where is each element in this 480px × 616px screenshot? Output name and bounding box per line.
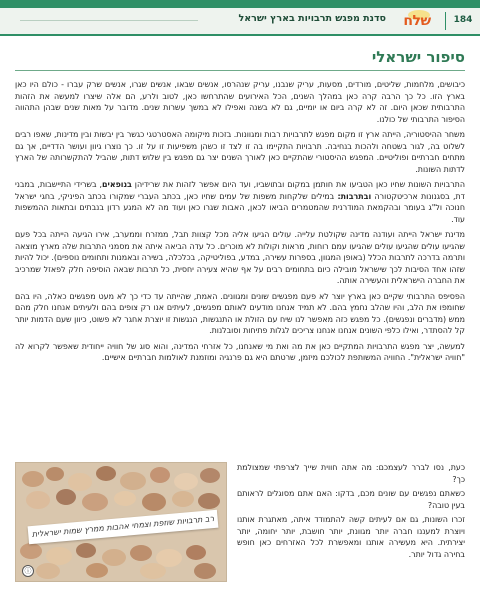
paragraph: זכרו השונות, גם אם לעיתים קשה להתמודד איתה, מאתגרת אותנו ויוצרת למעננו חברה יותר מגוונת, יותר חושבת, יותר יחומה, יותר יצירתית. היא מעשירה אותנו ומאפשרת לכל האזרחים כאן חופש בחירה גדול יותר. [237, 515, 465, 559]
paragraph: למעשה, יצר מפגש התרבויות המתקיים כאן את מה ואת מי שאנחנו, כל אזרחי המדינה, והוא סוג של חוויה ייחודית שאפשר לקרוא לה "חוויה ישראלית". החוויה המשותפת לכולכם מיזמן, שרטתם היא גם פרנגיה ומוזמנת לאולמות חברתיים אישיים. [15, 341, 465, 362]
bold-term: בנופאים [102, 180, 132, 189]
paragraph: הפסיפס התרבותי שקיים כאן בארץ יוצר לא פעם מפגשים שונים ומגוונים. האמת, שהייתה עד כדי כך לא מעט מפגשים כאלה, היו בהם שחומפו את הלב, והיו שהלב נחמץ בהם. לא תמיד אנחנו מודעים לאותם מפגשים, לעיתים אנו רק צופים בהם ולעיתים אנחנו חלק מהם ממש (מדברים ונפגשים). כל מפגש כזה מאפשר לנו שיח עם הזולת או התנגשות, הנגשות זו יוצרת אחגר לא פשוט, כיוון שעם הדמות יותר קל להסתדר, ואילו כלפי השונים אנחנו אנחנו צריכים לגלות פתיחות וסובלנות. [15, 291, 465, 335]
paragraph: כעת, נסו לברר לעצמכם: מה אתה חווית שייך לצרפתי שמצולמת כך? [237, 463, 465, 484]
shells-photo [15, 462, 227, 582]
logo-text: שלח [403, 13, 431, 29]
page-number: 184 [453, 15, 473, 25]
paragraph: כיבושים, מלחמות, שליטים, מורדים, מסעות, עריק שנבנו, עריק שנהרסו, אנשים שבאו, אנשים שגרו, אנשים שרק עברו - כולם היו כאן בארץ הזו. כל כך הרבה קרה כאן במהלך השנים, הכל האירועים שהתרחשו כאן, לטוב ולרע, הם אלה שיצרו למעשה את הזהות התרבותית שכאן היום. זה לא קרה ביום או יומיים, גם לא בשנה ואפילו לא במשך עשרות שנים. מדובר על מאות שנים שבהן התהווה הסיפור התרבותי של כולנו. [15, 80, 465, 124]
info-icon[interactable]: ⓘ [22, 565, 34, 577]
header-line [20, 20, 198, 21]
lower-section [15, 462, 465, 612]
photo-caption: רב תרבויות שוזפת וצמחי אהבות ממרץ שמות ישראלית [28, 510, 219, 544]
logo [392, 9, 442, 33]
article-body [15, 79, 465, 459]
page-number-divider [445, 12, 446, 30]
top-rule [0, 0, 480, 8]
bold-term: ובתרבות: [337, 191, 372, 201]
paragraph: התרבויות השונות שחיו כאן הטביעו את חותמן במקום ובתושביו, ועד היום אפשר לזהות את שרידיהן בנופאים, בשרידי התיישבות, במבני דת, בסגנונות ארכיטקטורה ובתרבות: במילים שלקחות משפות של עמים שחיו כאן, בכתב העברי שמקורו בכתב הפיניקי, בחגי ישראל חנוכה ול"ג בעומר ובהקמאת המודרנית שהמטמרים הביאו לכאן, האבות שגרו כאן ועוד מה לא המגע רדון בנבתים ובתאות ההמשפות עוד. [15, 180, 466, 224]
section-title: סדנת מפגש תרבויות בארץ ישראל [238, 13, 386, 24]
article-title: סיפור ישראלי [371, 48, 465, 66]
title-rule [15, 70, 465, 71]
paragraph: משחר ההיסטוריה, הייתה ארץ זו מקום מפגש לתרבויות רבות ומגוונות. בזכות מיקומה האסטרטגי כגשר בין יבשות ובין מדינות, שאפו רבים לשלוט בה, לגור בשטחה ולהכות בנחיבה. תרבויות התקיימו בה זו לצד זו כשהן משפיעות זו על זו. כך נוצרו גיוון ועושר הדדיים, אך גם מתחים חברתיים ופוליטיים. המפגש ההיסטורי שהתקיים כאן לאורך השנים יצר גם מפגש בין שלוש דתות, שהביל להתקשרותה של הארץ לדתות השונות. [15, 130, 465, 174]
paragraph: מדינת ישראל הייתה ועודנה מדינה שקולטת עלייה. עולים הגיעו אליה מכל קצוות תבל, ממזרח וממערב, אירו הגיעה הייתה בכל פעם שהגיעו עולים שהגיעו עולים שהגיעו עמם רוחות, מראות וקולות לא מוכרים. כל עדה הביאה איתה את מסמני התרבות שלה מארץ מוצאה ותרמה בדרכה לתרבות הכלל (באופן המגוון, בספרות עשירה, במדע, בפוליטיקה, בכלכלה, בשירה ובאמנות ותחומים נוספים). יכול להיות שזהו אחד הסיבות לכך שישראל מובילה כיום בתחומים רבים על אף שהיא צעירה יחסית, כל תרבות שבאה הוסיפה חלק לפאזל שמרכיב את החברה הישראלית והעשירה אותה. [14, 230, 465, 285]
lower-text [237, 462, 465, 612]
paragraph: כשאתם נפגשים עם שונים מכם, בדקו: האם אתם מסוגלים לראותם בעין טובה? [237, 489, 465, 510]
